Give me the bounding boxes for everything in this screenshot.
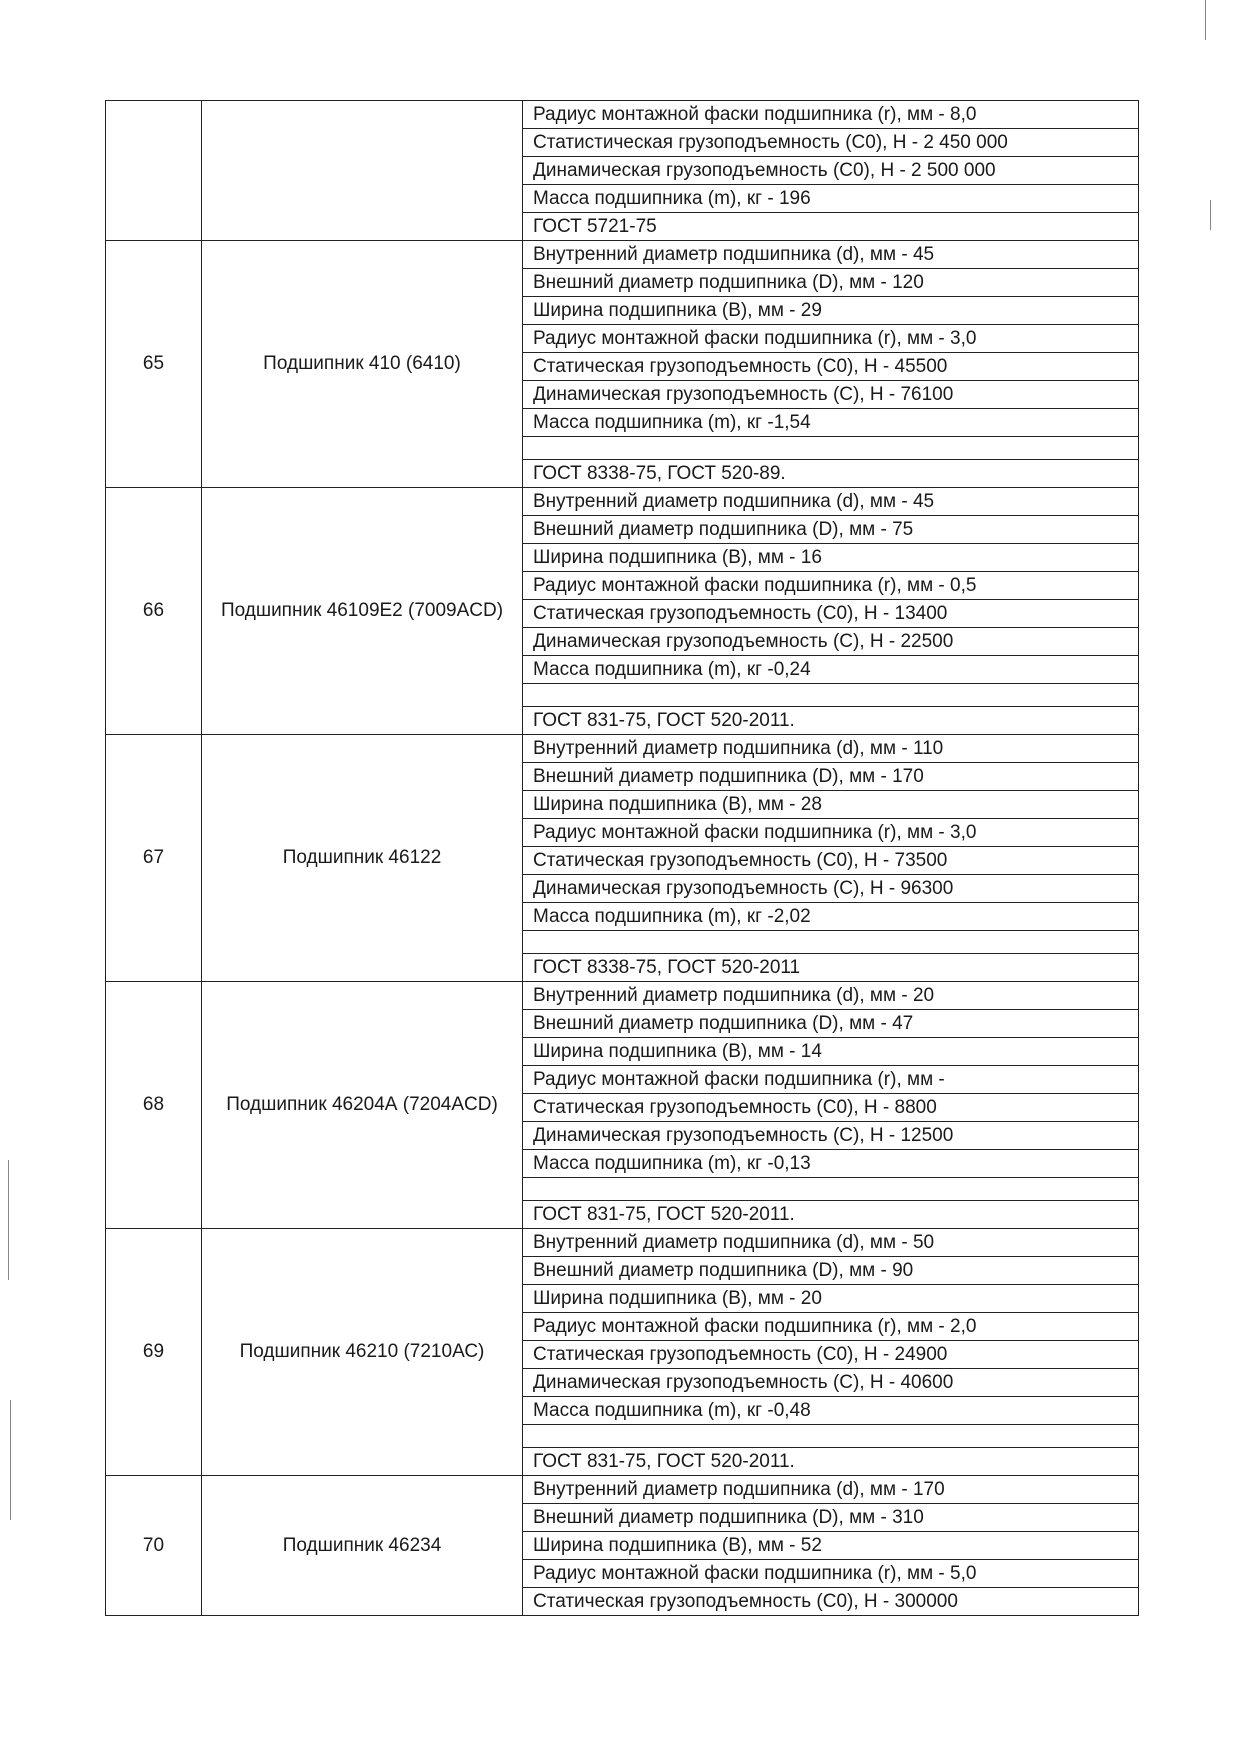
item-name bbox=[202, 101, 523, 241]
property-line bbox=[523, 1178, 1138, 1201]
item-number: 69 bbox=[106, 1229, 202, 1476]
table-row bbox=[106, 241, 1139, 488]
item-properties bbox=[523, 241, 1139, 488]
scan-artifact bbox=[8, 1160, 9, 1280]
property-line: Радиус монтажной фаски подшипника (r), мм - bbox=[523, 1066, 1138, 1094]
property-line: Масса подшипника (m), кг - 196 bbox=[523, 185, 1138, 213]
scan-artifact bbox=[1210, 200, 1211, 230]
item-properties bbox=[523, 1476, 1139, 1616]
property-line: Внутренний диаметр подшипника (d), мм - 45 bbox=[523, 488, 1138, 516]
property-line: Внутренний диаметр подшипника (d), мм - 170 bbox=[523, 1476, 1138, 1504]
property-line: Масса подшипника (m), кг -2,02 bbox=[523, 903, 1138, 931]
property-line bbox=[523, 684, 1138, 707]
property-line: ГОСТ 8338-75, ГОСТ 520-2011 bbox=[533, 957, 801, 978]
bearing-spec-table bbox=[105, 100, 1139, 1616]
property-line: Динамическая грузоподъемность (С), Н - 76100 bbox=[523, 381, 1138, 409]
property-line: ГОСТ 831-75, ГОСТ 520-2011. bbox=[533, 710, 795, 731]
property-line: Динамическая грузоподъемность (С), Н - 40600 bbox=[523, 1369, 1138, 1397]
property-line: Внутренний диаметр подшипника (d), мм - 20 bbox=[523, 982, 1138, 1010]
property-line: Масса подшипника (m), кг -0,24 bbox=[523, 656, 1138, 684]
property-line: Внутренний диаметр подшипника (d), мм - 45 bbox=[523, 241, 1138, 269]
property-line: Радиус монтажной фаски подшипника (r), мм - 5,0 bbox=[523, 1560, 1138, 1588]
property-line: ГОСТ 831-75, ГОСТ 520-2011. bbox=[533, 1204, 795, 1225]
property-line: Статическая грузоподъемность (С0), Н - 8800 bbox=[523, 1094, 1138, 1122]
property-line: Радиус монтажной фаски подшипника (r), мм - 3,0 bbox=[523, 819, 1138, 847]
item-number: 67 bbox=[106, 735, 202, 982]
scan-artifact bbox=[1205, 0, 1206, 40]
property-line: Масса подшипника (m), кг -0,48 bbox=[523, 1397, 1138, 1425]
property-line bbox=[523, 437, 1138, 460]
table-row bbox=[106, 101, 1139, 241]
property-line: Динамическая грузоподъемность (С), Н - 12500 bbox=[523, 1122, 1138, 1150]
item-name: Подшипник 46204А (7204ACD) bbox=[202, 982, 523, 1229]
property-line: Радиус монтажной фаски подшипника (r), мм - 2,0 bbox=[523, 1313, 1138, 1341]
item-name: Подшипник 46210 (7210АС) bbox=[202, 1229, 523, 1476]
table-row bbox=[106, 735, 1139, 982]
item-properties bbox=[523, 488, 1139, 735]
property-line: Масса подшипника (m), кг -1,54 bbox=[523, 409, 1138, 437]
property-line: ГОСТ 8338-75, ГОСТ 520-89. bbox=[533, 463, 786, 484]
property-line: Ширина подшипника (B), мм - 16 bbox=[523, 544, 1138, 572]
property-line: Радиус монтажной фаски подшипника (r), мм - 0,5 bbox=[523, 572, 1138, 600]
property-line: Ширина подшипника (B), мм - 20 bbox=[523, 1285, 1138, 1313]
item-properties bbox=[523, 1229, 1139, 1476]
item-number: 65 bbox=[106, 241, 202, 488]
scan-artifact bbox=[10, 1400, 11, 1520]
item-number: 66 bbox=[106, 488, 202, 735]
property-line: Ширина подшипника (B), мм - 52 bbox=[523, 1532, 1138, 1560]
document-page bbox=[105, 100, 1135, 1616]
property-line bbox=[523, 931, 1138, 954]
property-line: Ширина подшипника (B), мм - 14 bbox=[523, 1038, 1138, 1066]
item-properties bbox=[523, 735, 1139, 982]
item-number bbox=[106, 101, 202, 241]
property-line: Динамическая грузоподъемность (С0), Н - 2 500 000 bbox=[523, 157, 1138, 185]
property-line: ГОСТ 5721-75 bbox=[533, 216, 657, 237]
property-line: Статическая грузоподъемность (С0), Н - 45500 bbox=[523, 353, 1138, 381]
item-name: Подшипник 46234 bbox=[202, 1476, 523, 1616]
table-row bbox=[106, 488, 1139, 735]
item-name: Подшипник 46122 bbox=[202, 735, 523, 982]
property-line: Радиус монтажной фаски подшипника (r), мм - 8,0 bbox=[523, 101, 1138, 129]
table-row bbox=[106, 982, 1139, 1229]
property-line: Радиус монтажной фаски подшипника (r), мм - 3,0 bbox=[523, 325, 1138, 353]
property-line: Внешний диаметр подшипника (D), мм - 170 bbox=[523, 763, 1138, 791]
property-line: Внешний диаметр подшипника (D), мм - 75 bbox=[523, 516, 1138, 544]
item-number: 68 bbox=[106, 982, 202, 1229]
property-line bbox=[523, 1425, 1138, 1448]
property-line: ГОСТ 831-75, ГОСТ 520-2011. bbox=[533, 1451, 795, 1472]
property-line: Масса подшипника (m), кг -0,13 bbox=[523, 1150, 1138, 1178]
property-line: Внешний диаметр подшипника (D), мм - 47 bbox=[523, 1010, 1138, 1038]
property-line: Внешний диаметр подшипника (D), мм - 120 bbox=[523, 269, 1138, 297]
property-line: Внутренний диаметр подшипника (d), мм - 110 bbox=[523, 735, 1138, 763]
property-line: Статическая грузоподъемность (С0), Н - 13400 bbox=[523, 600, 1138, 628]
table-row bbox=[106, 1229, 1139, 1476]
item-properties bbox=[523, 982, 1139, 1229]
item-name: Подшипник 46109Е2 (7009ACD) bbox=[202, 488, 523, 735]
property-line: Внешний диаметр подшипника (D), мм - 90 bbox=[523, 1257, 1138, 1285]
property-line: Статическая грузоподъемность (С0), Н - 24900 bbox=[523, 1341, 1138, 1369]
property-line: Внутренний диаметр подшипника (d), мм - 50 bbox=[523, 1229, 1138, 1257]
property-line: Статическая грузоподъемность (С0), Н - 73500 bbox=[523, 847, 1138, 875]
item-name: Подшипник 410 (6410) bbox=[202, 241, 523, 488]
item-number: 70 bbox=[106, 1476, 202, 1616]
property-line: Динамическая грузоподъемность (С), Н - 22500 bbox=[523, 628, 1138, 656]
property-line: Статистическая грузоподъемность (С0), Н - 2 450 000 bbox=[523, 129, 1138, 157]
property-line: Ширина подшипника (B), мм - 28 bbox=[523, 791, 1138, 819]
property-line: Динамическая грузоподъемность (С), Н - 96300 bbox=[523, 875, 1138, 903]
table-row bbox=[106, 1476, 1139, 1616]
item-properties bbox=[523, 101, 1139, 241]
property-line: Внешний диаметр подшипника (D), мм - 310 bbox=[523, 1504, 1138, 1532]
property-line: Статическая грузоподъемность (С0), Н - 300000 bbox=[533, 1591, 958, 1612]
property-line: Ширина подшипника (B), мм - 29 bbox=[523, 297, 1138, 325]
